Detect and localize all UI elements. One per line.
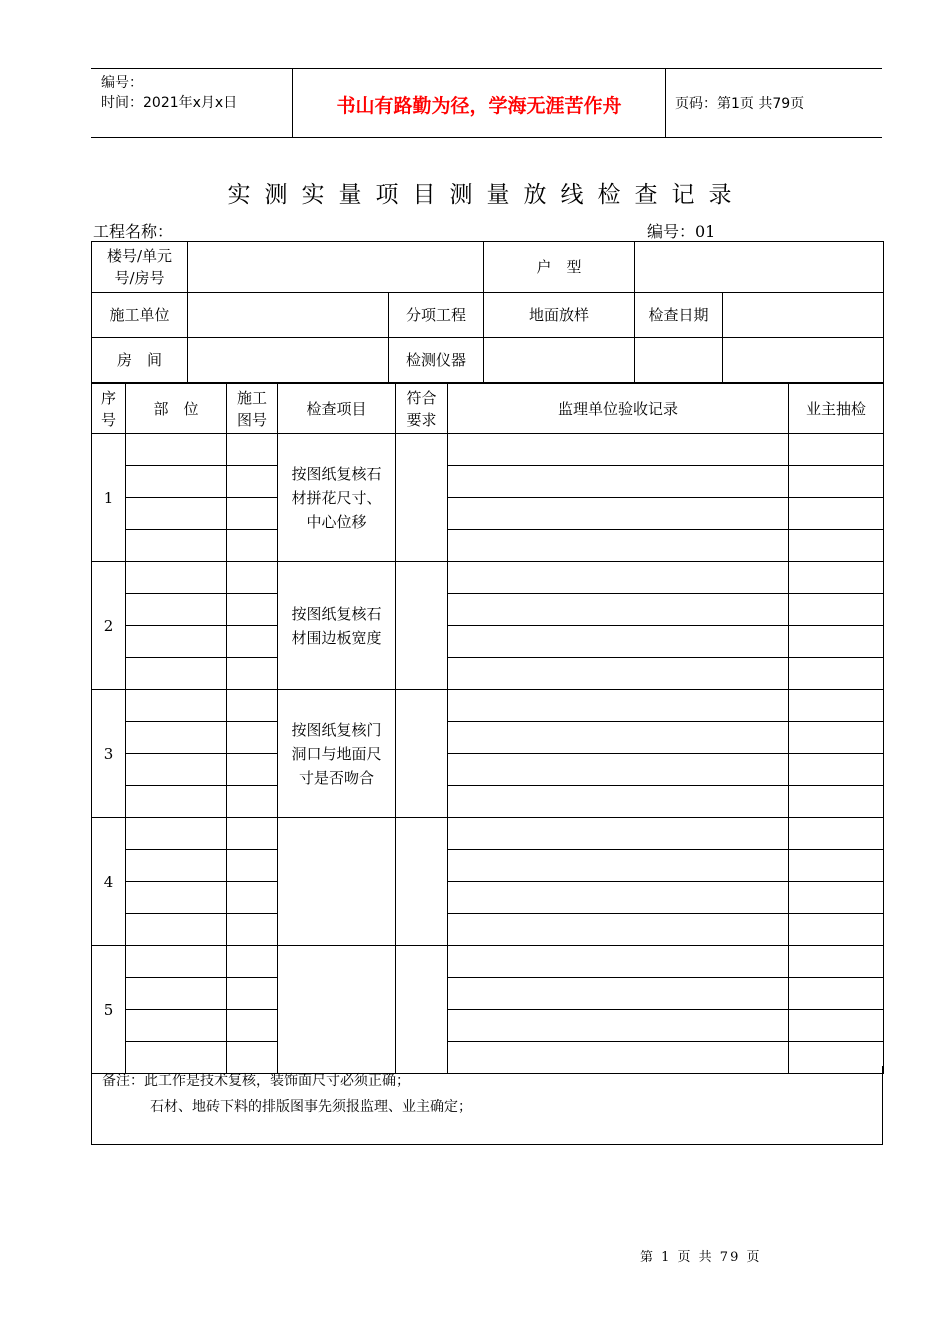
supervision-record-cell[interactable] xyxy=(448,434,789,466)
building-label xyxy=(92,242,188,293)
notes-section xyxy=(91,1066,883,1145)
check-date-label: 检查日期 xyxy=(635,293,723,338)
header-compliance-text: 符合要求 xyxy=(406,388,437,429)
drawing-cell[interactable] xyxy=(227,946,278,978)
owner-check-cell[interactable] xyxy=(789,530,884,562)
check-item xyxy=(278,562,396,690)
notes-line-1: 备注：此工作是技术复核，装饰面尺寸必须正确； xyxy=(102,1073,410,1089)
check-item xyxy=(278,818,396,946)
owner-check-cell[interactable] xyxy=(789,658,884,690)
table-row xyxy=(92,498,884,530)
building-value[interactable] xyxy=(188,242,484,293)
part-cell[interactable] xyxy=(126,786,227,818)
supervision-record-cell[interactable] xyxy=(448,690,789,722)
table-row xyxy=(92,530,884,562)
row-seq: 4 xyxy=(92,818,126,946)
owner-check-cell[interactable] xyxy=(789,466,884,498)
table-row xyxy=(92,786,884,818)
blank-cell xyxy=(723,338,884,383)
drawing-cell[interactable] xyxy=(227,882,278,914)
document-title: 实测实量项目测量放线检查记录 xyxy=(227,182,746,208)
header-seq-text: 序号 xyxy=(100,388,116,429)
owner-check-cell[interactable] xyxy=(789,498,884,530)
part-cell[interactable] xyxy=(126,690,227,722)
page-footer: 第 1 页 共 79 页 xyxy=(640,1250,762,1265)
compliance-cell[interactable] xyxy=(396,562,448,690)
drawing-cell[interactable] xyxy=(227,786,278,818)
row-seq: 1 xyxy=(92,434,126,562)
table-row xyxy=(92,818,884,850)
header-drawing-text: 施工图号 xyxy=(236,388,267,429)
supervision-record-cell[interactable] xyxy=(448,562,789,594)
header-meta xyxy=(101,73,237,113)
table-row xyxy=(92,754,884,786)
drawing-cell[interactable] xyxy=(227,914,278,946)
row-seq: 5 xyxy=(92,946,126,1074)
table-row xyxy=(92,434,884,466)
header-seq xyxy=(92,384,126,434)
part-cell[interactable] xyxy=(126,818,227,850)
drawing-cell[interactable] xyxy=(227,434,278,466)
owner-check-cell[interactable] xyxy=(789,626,884,658)
table-row xyxy=(92,914,884,946)
part-cell[interactable] xyxy=(126,946,227,978)
blank-cell xyxy=(635,338,723,383)
header-page-info: 页码：第1页 共79页 xyxy=(675,96,805,112)
info-table xyxy=(91,241,884,383)
owner-check-cell[interactable] xyxy=(789,850,884,882)
instrument-label: 检测仪器 xyxy=(389,338,484,383)
supervision-record-cell[interactable] xyxy=(448,626,789,658)
supervision-record-cell[interactable] xyxy=(448,1010,789,1042)
table-row xyxy=(92,946,884,978)
header-divider xyxy=(665,69,666,137)
drawing-cell[interactable] xyxy=(227,1010,278,1042)
row-seq: 3 xyxy=(92,690,126,818)
part-cell[interactable] xyxy=(126,658,227,690)
supervision-record-cell[interactable] xyxy=(448,978,789,1010)
drawing-cell[interactable] xyxy=(227,818,278,850)
subitem-value: 地面放样 xyxy=(484,293,635,338)
compliance-cell[interactable] xyxy=(396,690,448,818)
check-item-text: 按图纸复核门洞口与地面尺寸是否吻合 xyxy=(291,720,382,787)
compliance-cell[interactable] xyxy=(396,818,448,946)
unit-type-label: 户 型 xyxy=(484,242,635,293)
owner-check-cell[interactable] xyxy=(789,690,884,722)
notes-line-2: 石材、地砖下料的排版图事先须报监理、业主确定； xyxy=(150,1099,472,1115)
part-cell[interactable] xyxy=(126,882,227,914)
part-cell[interactable] xyxy=(126,626,227,658)
part-cell[interactable] xyxy=(126,562,227,594)
header-drawing xyxy=(227,384,278,434)
drawing-cell[interactable] xyxy=(227,466,278,498)
subitem-label: 分项工程 xyxy=(389,293,484,338)
table-row xyxy=(92,562,884,594)
table-row xyxy=(92,594,884,626)
header-compliance xyxy=(396,384,448,434)
part-cell[interactable] xyxy=(126,978,227,1010)
part-cell[interactable] xyxy=(126,754,227,786)
owner-check-cell[interactable] xyxy=(789,722,884,754)
header-supervision: 监理单位验收记录 xyxy=(448,384,789,434)
owner-check-cell[interactable] xyxy=(789,914,884,946)
form-number: 编号：01 xyxy=(647,222,716,241)
contractor-label: 施工单位 xyxy=(92,293,188,338)
supervision-record-cell[interactable] xyxy=(448,722,789,754)
owner-check-cell[interactable] xyxy=(789,434,884,466)
supervision-record-cell[interactable] xyxy=(448,466,789,498)
drawing-cell[interactable] xyxy=(227,498,278,530)
drawing-cell[interactable] xyxy=(227,562,278,594)
supervision-record-cell[interactable] xyxy=(448,658,789,690)
check-table xyxy=(91,383,884,1074)
supervision-record-cell[interactable] xyxy=(448,594,789,626)
drawing-cell[interactable] xyxy=(227,754,278,786)
owner-check-cell[interactable] xyxy=(789,946,884,978)
part-cell[interactable] xyxy=(126,722,227,754)
table-row xyxy=(92,850,884,882)
part-cell[interactable] xyxy=(126,434,227,466)
table-row xyxy=(92,1010,884,1042)
header-item: 检查项目 xyxy=(278,384,396,434)
owner-check-cell[interactable] xyxy=(789,754,884,786)
owner-check-cell[interactable] xyxy=(789,818,884,850)
table-row xyxy=(92,722,884,754)
room-value[interactable] xyxy=(188,338,389,383)
part-cell[interactable] xyxy=(126,466,227,498)
table-row xyxy=(92,978,884,1010)
owner-check-cell[interactable] xyxy=(789,1010,884,1042)
drawing-cell[interactable] xyxy=(227,850,278,882)
drawing-cell[interactable] xyxy=(227,626,278,658)
owner-check-cell[interactable] xyxy=(789,978,884,1010)
drawing-cell[interactable] xyxy=(227,530,278,562)
check-item-text: 按图纸复核石材围边板宽度 xyxy=(291,604,382,647)
table-row xyxy=(92,658,884,690)
room-label: 房 间 xyxy=(92,338,188,383)
table-row xyxy=(92,882,884,914)
check-item xyxy=(278,434,396,562)
table-row xyxy=(92,690,884,722)
drawing-cell[interactable] xyxy=(227,978,278,1010)
supervision-record-cell[interactable] xyxy=(448,754,789,786)
supervision-record-cell[interactable] xyxy=(448,786,789,818)
project-name-label: 工程名称： xyxy=(93,222,174,241)
drawing-cell[interactable] xyxy=(227,722,278,754)
drawing-cell[interactable] xyxy=(227,658,278,690)
drawing-cell[interactable] xyxy=(227,690,278,722)
owner-check-cell[interactable] xyxy=(789,562,884,594)
compliance-cell[interactable] xyxy=(396,946,448,1074)
unit-type-value[interactable] xyxy=(635,242,884,293)
owner-check-cell[interactable] xyxy=(789,786,884,818)
owner-check-cell[interactable] xyxy=(789,882,884,914)
supervision-record-cell[interactable] xyxy=(448,914,789,946)
table-row xyxy=(92,626,884,658)
supervision-record-cell[interactable] xyxy=(448,882,789,914)
header-owner: 业主抽检 xyxy=(789,384,884,434)
part-cell[interactable] xyxy=(126,530,227,562)
check-date-value[interactable] xyxy=(723,293,884,338)
building-label-text: 楼号/单元号/房号 xyxy=(106,247,173,287)
part-cell[interactable] xyxy=(126,1010,227,1042)
supervision-record-cell[interactable] xyxy=(448,498,789,530)
supervision-record-cell[interactable] xyxy=(448,818,789,850)
header-time: 时间：2021年x月x日 xyxy=(101,95,238,111)
row-seq: 2 xyxy=(92,562,126,690)
compliance-cell[interactable] xyxy=(396,434,448,562)
contractor-value[interactable] xyxy=(188,293,389,338)
owner-check-cell[interactable] xyxy=(789,594,884,626)
part-cell[interactable] xyxy=(126,914,227,946)
supervision-record-cell[interactable] xyxy=(448,530,789,562)
supervision-record-cell[interactable] xyxy=(448,946,789,978)
part-cell[interactable] xyxy=(126,850,227,882)
header-serial-label: 编号： xyxy=(101,75,143,91)
check-item xyxy=(278,946,396,1074)
check-table-body xyxy=(92,434,884,1074)
check-item xyxy=(278,690,396,818)
drawing-cell[interactable] xyxy=(227,594,278,626)
page-header xyxy=(91,68,882,138)
table-row xyxy=(92,466,884,498)
header-part: 部 位 xyxy=(126,384,227,434)
check-item-text: 按图纸复核石材拼花尺寸、中心位移 xyxy=(291,464,382,531)
instrument-value[interactable] xyxy=(484,338,635,383)
header-motto: 书山有路勤为径，学海无涯苦作舟 xyxy=(336,95,622,117)
supervision-record-cell[interactable] xyxy=(448,850,789,882)
part-cell[interactable] xyxy=(126,594,227,626)
part-cell[interactable] xyxy=(126,498,227,530)
